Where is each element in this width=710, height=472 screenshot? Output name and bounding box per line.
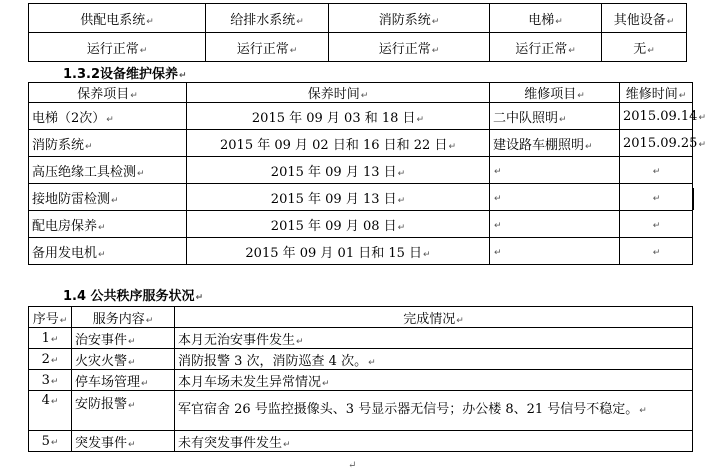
repair-item: ↵ <box>490 184 620 211</box>
maintenance-item: 配电房保养↵ <box>29 211 187 238</box>
maintenance-header-cell: 维修项目↵ <box>490 83 620 103</box>
repair-item: 建设路车棚照明↵ <box>490 130 620 157</box>
status-value-row <box>29 33 687 62</box>
public-order-header-row <box>29 307 693 328</box>
status-header-cell: 供配电系统↵ <box>29 4 206 33</box>
public-order-row <box>29 349 693 370</box>
completion-status: 本月车场未发生异常情况↵ <box>175 370 693 391</box>
service-content: 停车场管理↵ <box>72 370 175 391</box>
public-order-row <box>29 391 693 431</box>
maintenance-header-cell: 保养时间↵ <box>187 83 490 103</box>
service-content: 治安事件↵ <box>72 328 175 349</box>
status-header-cell: 给排水系统↵ <box>206 4 329 33</box>
row-number: 1↵ <box>29 328 72 349</box>
maintenance-row <box>29 130 693 157</box>
public-order-table <box>28 306 693 452</box>
completion-status: 消防报警 3 次，消防巡查 4 次。↵ <box>175 349 693 370</box>
repair-time: ↵ <box>620 211 693 238</box>
maintenance-time: 2015 年 09 月 01 日和 15 日↵ <box>187 238 490 265</box>
maintenance-header-cell: 维修时间↵ <box>620 83 693 103</box>
repair-item: 二中队照明↵ <box>490 103 620 130</box>
repair-item: ↵ <box>490 211 620 238</box>
maintenance-time: 2015 年 09 月 13 日↵ <box>187 157 490 184</box>
paragraph-mark: ↵ <box>348 460 357 471</box>
status-value-cell: 无↵ <box>602 33 687 62</box>
maintenance-time: 2015 年 09 月 02 日和 16 日和 22 日↵ <box>187 130 490 157</box>
completion-status: 未有突发事件发生↵ <box>175 431 693 452</box>
text-cursor <box>693 188 694 210</box>
maintenance-time: 2015 年 09 月 13 日↵ <box>187 184 490 211</box>
maintenance-heading: 1.3.2设备维护保养↵ <box>63 67 187 82</box>
repair-time: 2015.09.25↵ <box>620 130 693 157</box>
maintenance-row <box>29 184 693 211</box>
maintenance-item: 高压绝缘工具检测↵ <box>29 157 187 184</box>
repair-item: ↵ <box>490 157 620 184</box>
row-number: 2↵ <box>29 349 72 370</box>
maintenance-header-row <box>29 83 693 103</box>
maintenance-item: 消防系统↵ <box>29 130 187 157</box>
public-order-heading: 1.4 公共秩序服务状况↵ <box>63 289 204 304</box>
status-header-cell: 消防系统↵ <box>329 4 490 33</box>
status-value-cell: 运行正常↵ <box>329 33 490 62</box>
public-order-header-cell: 序号↵ <box>29 307 72 328</box>
status-header-row <box>29 4 687 33</box>
maintenance-header-cell: 保养项目↵ <box>29 83 187 103</box>
service-content: 安防报警↵ <box>72 391 175 431</box>
completion-status: 军官宿舍 26 号监控摄像头、3 号显示器无信号；办公楼 8、21 号信号不稳定。↵ <box>175 391 693 431</box>
service-content: 突发事件↵ <box>72 431 175 452</box>
repair-time: ↵ <box>620 238 693 265</box>
maintenance-item: 接地防雷检测↵ <box>29 184 187 211</box>
status-value-cell: 运行正常↵ <box>206 33 329 62</box>
status-value-cell: 运行正常↵ <box>490 33 602 62</box>
status-value-cell: 运行正常↵ <box>29 33 206 62</box>
maintenance-time: 2015 年 09 月 08 日↵ <box>187 211 490 238</box>
maintenance-row <box>29 211 693 238</box>
maintenance-item: 备用发电机↵ <box>29 238 187 265</box>
maintenance-row <box>29 157 693 184</box>
service-content: 火灾火警↵ <box>72 349 175 370</box>
maintenance-table <box>28 82 706 265</box>
row-number: 5↵ <box>29 431 72 452</box>
repair-time: ↵ <box>620 184 693 211</box>
maintenance-time: 2015 年 09 月 03 和 18 日↵ <box>187 103 490 130</box>
row-number: 4↵ <box>29 391 72 431</box>
completion-status: 本月无治安事件发生↵ <box>175 328 693 349</box>
row-number: 3↵ <box>29 370 72 391</box>
repair-item: ↵ <box>490 238 620 265</box>
status-header-cell: 其他设备↵ <box>602 4 687 33</box>
public-order-row <box>29 328 693 349</box>
maintenance-row <box>29 238 693 265</box>
public-order-row <box>29 370 693 391</box>
public-order-row <box>29 431 693 452</box>
repair-time: 2015.09.14↵ <box>620 103 693 130</box>
maintenance-row <box>29 103 693 130</box>
maintenance-item: 电梯（2次）↵ <box>29 103 187 130</box>
public-order-header-cell: 服务内容↵ <box>72 307 175 328</box>
public-order-header-cell: 完成情况↵ <box>175 307 693 328</box>
status-header-cell: 电梯↵ <box>490 4 602 33</box>
equipment-status-table <box>28 3 687 62</box>
repair-time: ↵ <box>620 157 693 184</box>
